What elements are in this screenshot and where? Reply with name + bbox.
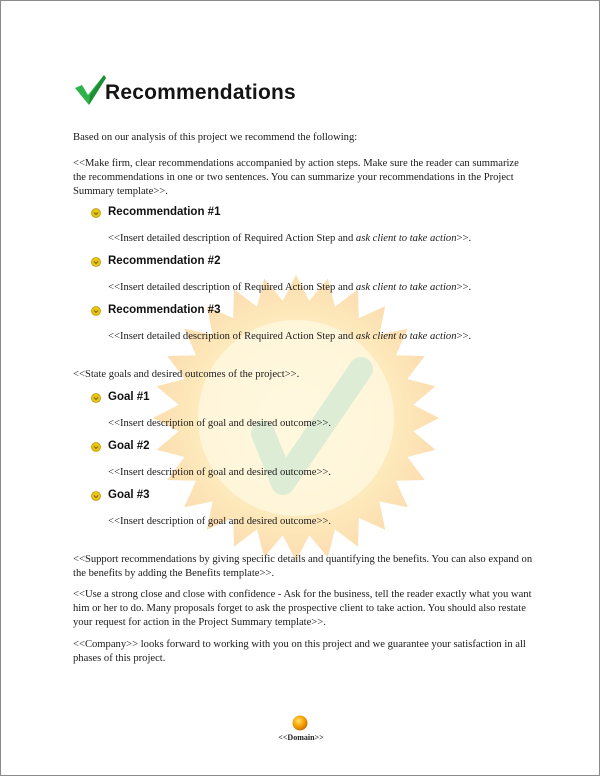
intro-paragraph: Based on our analysis of this project we recommend the following: (73, 132, 358, 143)
yellow-bullet-icon (91, 442, 101, 452)
goal-title: Goal #3 (108, 489, 150, 501)
recommendation-description (108, 330, 528, 344)
description-text: <<Insert detailed description of Required Action Step and (108, 233, 356, 244)
footer-domain: <<Domain>> (278, 733, 324, 742)
recommendation-title: Recommendation #2 (108, 255, 221, 267)
goals-intro: <<State goals and desired outcomes of the project>>. (73, 369, 300, 380)
goal-item (91, 489, 531, 505)
recommendation-title: Recommendation #1 (108, 206, 221, 218)
support-paragraph: <<Support recommendations by giving specific details and quantifying the benefits. You can also expand on the benefits by adding the Benefits template>>. (73, 554, 533, 579)
description-emphasis: ask client to take action (355, 282, 457, 293)
description-emphasis: ask client to take action (355, 331, 457, 342)
goal-title: Goal #1 (108, 391, 150, 403)
yellow-bullet-icon (91, 306, 101, 316)
goal-description: <<Insert description of goal and desired outcome>>. (108, 418, 332, 429)
yellow-bullet-icon (91, 491, 101, 501)
orange-dot-icon (292, 715, 308, 731)
close-paragraph: <<Use a strong close and close with confidence - Ask for the business, tell the reader exactly what you want him or her to do. Many proposals forget to ask the prospective client to take action. You should also restate your request for action in the Project Summary template>>. (73, 589, 532, 628)
recommendation-item (91, 304, 531, 320)
description-text: <<Insert detailed description of Required Action Step and (108, 331, 356, 342)
company-paragraph: <<Company>> looks forward to working with you on this project and we guarantee your satisfaction in all phases of this project. (73, 639, 526, 664)
checkmark-icon (73, 73, 107, 107)
description-text: <<Insert detailed description of Required Action Step and (108, 282, 356, 293)
page-title: Recommendations (105, 81, 296, 104)
goal-description: <<Insert description of goal and desired outcome>>. (108, 516, 332, 527)
description-suffix: >>. (456, 233, 472, 244)
recommendation-title: Recommendation #3 (108, 304, 221, 316)
description-suffix: >>. (456, 282, 472, 293)
goal-title: Goal #2 (108, 440, 150, 452)
recommendations-instruction: <<Make firm, clear recommendations accompanied by action steps. Make sure the reader can summarize the recommendations in one or two sentences. You can summarize your recommendations in the Project Summary template>>. (73, 158, 519, 197)
description-suffix: >>. (456, 331, 472, 342)
goal-item (91, 440, 531, 456)
goal-description: <<Insert description of goal and desired outcome>>. (108, 467, 332, 478)
recommendation-description (108, 281, 528, 295)
recommendation-item (91, 255, 531, 271)
recommendation-description (108, 232, 528, 246)
description-emphasis: ask client to take action (355, 233, 457, 244)
recommendation-item (91, 206, 531, 222)
yellow-bullet-icon (91, 257, 101, 267)
yellow-bullet-icon (91, 393, 101, 403)
goal-item (91, 391, 531, 407)
yellow-bullet-icon (91, 208, 101, 218)
